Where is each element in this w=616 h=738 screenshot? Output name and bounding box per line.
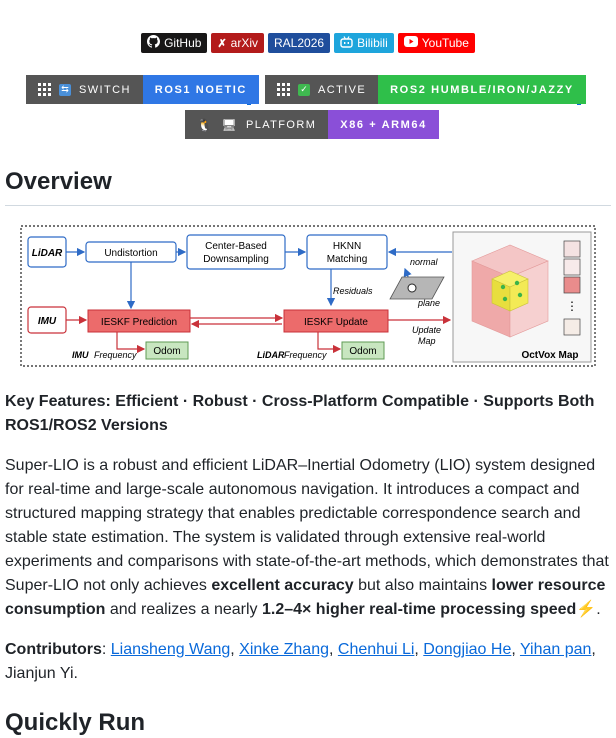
lidar-label: LiDAR [31, 248, 63, 259]
description-bold-resource: lower resource consumption [5, 577, 606, 618]
switch-badge-left [26, 75, 143, 104]
grid-icon [38, 83, 51, 96]
grid-icon [277, 83, 290, 96]
github-label: GitHub [164, 36, 202, 50]
description-text-1: Super-LIO is a robust and efficient LiDAR–Inertial Odometry (LIO) system designed for real-time and large-scale autonomous navigation. It introduces a compact and structured mapping strategy that enables predictable correspondence search and stable state estimation. The system is validated through extensive real-world experiments and comparisons with state-of-the-art methods, which demonstrates that Super-LIO not only achieves [5, 457, 609, 594]
downsampling-label: Downsampling [203, 254, 269, 265]
ral-label: RAL2026 [274, 36, 325, 50]
overview-heading: Overview [5, 168, 112, 195]
residuals-label: Residuals [333, 286, 373, 296]
computer-icon: 🖥 [221, 117, 238, 132]
bilibili-icon [340, 36, 353, 51]
youtube-badge[interactable] [398, 33, 475, 53]
ellipsis-label: ⋮ [566, 299, 578, 313]
contributor-link[interactable]: Liansheng Wang [110, 641, 231, 658]
active-badge-left [265, 75, 378, 104]
platform-badge[interactable] [185, 110, 439, 139]
odom-label-imu: Odom [153, 346, 181, 357]
description-text-3: and realizes a nearly [105, 601, 262, 618]
contributor-link[interactable]: Yihan pan [519, 641, 592, 658]
bilibili-label: Bilibili [357, 36, 388, 50]
youtube-icon [404, 36, 418, 50]
contributors-colon: : [101, 641, 111, 658]
platform-badge-left [185, 110, 328, 139]
check-icon: ✓ [298, 84, 310, 96]
switch-emoji-icon: ⇆ [59, 84, 71, 96]
heading-divider [5, 205, 611, 206]
switch-badge-right: ROS1 NOETIC [143, 75, 259, 104]
contributor-last: Jianjun Yi. [5, 665, 78, 682]
linux-icon: 🐧 [197, 117, 214, 132]
contributors-paragraph: Contributors: Liansheng Wang, Xinke Zhang, Chenhui Li, Dongjiao He, Yihan pan, Jianjun Yi. [5, 641, 596, 682]
imu-frequency-label-b: Frequency [94, 350, 137, 360]
quickly-run-heading: Quickly Run [5, 709, 146, 736]
active-ros2-badge[interactable] [265, 75, 586, 104]
odom-label-lidar: Odom [349, 346, 377, 357]
link-underline [577, 104, 581, 105]
arxiv-icon: ✗ [217, 37, 227, 50]
contributor-link[interactable]: Chenhui Li [337, 641, 415, 658]
matching-label: Matching [326, 254, 368, 265]
github-badge[interactable] [141, 33, 207, 53]
switch-ros1-badge[interactable] [26, 75, 259, 104]
arxiv-label: arXiv [230, 36, 259, 50]
active-badge-right: ROS2 HUMBLE/IRON/JAZZY [378, 75, 586, 104]
normal-label: normal [410, 257, 438, 267]
platform-badge-label: PLATFORM [245, 118, 317, 131]
contributor-link[interactable]: Dongjiao He [423, 641, 512, 658]
link-underline [247, 104, 251, 105]
description-end: . [596, 601, 601, 618]
imu-label: IMU [37, 316, 57, 327]
contributors-label: Contributors [5, 641, 102, 658]
contributor-link[interactable]: Xinke Zhang [239, 641, 329, 658]
undistortion-label: Undistortion [104, 248, 158, 259]
platform-badge-right: X86 + ARM64 [328, 110, 439, 139]
github-icon [147, 35, 160, 51]
ieskf-prediction-label: IESKF Prediction [100, 317, 178, 328]
lightning-icon: ⚡ [576, 601, 597, 618]
center-based-label: Center-Based [205, 241, 267, 252]
youtube-label: YouTube [421, 36, 469, 50]
map-label: Map [418, 336, 436, 346]
bilibili-badge[interactable] [334, 33, 394, 53]
badge-row [0, 33, 616, 53]
imu-frequency-label-a: IMU [72, 350, 89, 360]
ieskf-update-label: IESKF Update [304, 317, 368, 328]
ral-badge[interactable] [268, 33, 330, 53]
lidar-frequency-label-b: Frequency [284, 350, 327, 360]
plane-label: plane [418, 298, 441, 308]
hknn-label: HKNN [332, 241, 362, 252]
switch-badge-label: SWITCH [79, 83, 131, 96]
octvox-cube [472, 245, 548, 337]
octvox-map-label: OctVox Map [521, 350, 579, 361]
arxiv-badge[interactable] [211, 33, 264, 53]
key-features: Key Features: Efficient · Robust · Cross-Platform Compatible · Supports Both ROS1/ROS2 Versions [5, 393, 595, 434]
description-text-2: but also maintains [353, 577, 492, 594]
active-badge-label: ACTIVE [318, 83, 367, 96]
system-diagram [20, 225, 596, 367]
lidar-frequency-label-a: LiDAR [257, 350, 285, 360]
description-bold-accuracy: excellent accuracy [211, 577, 354, 594]
description-paragraph [5, 454, 613, 622]
update-label: Update [412, 325, 442, 335]
description-bold-speed: 1.2–4× higher real-time processing speed [261, 601, 577, 618]
